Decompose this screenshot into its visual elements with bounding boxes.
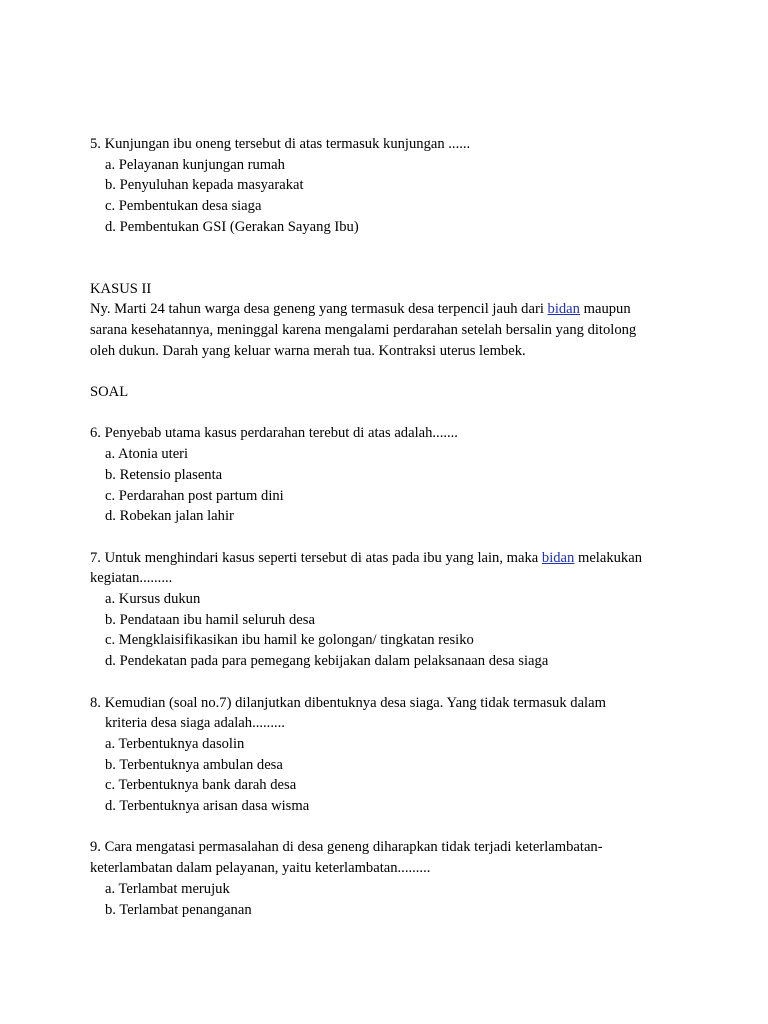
question-8-line-1: 8. Kemudian (soal no.7) dilanjutkan dibentuknya desa siaga. Yang tidak termasuk dalam	[90, 694, 606, 711]
spacer	[90, 527, 690, 548]
bidan-link[interactable]: bidan	[547, 301, 580, 318]
question-5-option-a: a. Pelayanan kunjungan rumah	[105, 156, 285, 173]
question-7-option-a: a. Kursus dukun	[105, 591, 201, 608]
spacer	[90, 361, 690, 382]
case-2-line-1-end: maupun	[579, 301, 631, 318]
question-9-line-1: 9. Cara mengatasi permasalahan di desa geneng diharapkan tidak terjadi keterlambatan-	[90, 839, 603, 856]
question-8-option-b: b. Terbentuknya ambulan desa	[105, 756, 283, 773]
case-2-heading: KASUS II	[90, 280, 152, 297]
question-5-option-d: d. Pembentukan GSI (Gerakan Sayang Ibu)	[105, 218, 359, 235]
question-8-option-d: d. Terbentuknya arisan dasa wisma	[105, 798, 310, 815]
case-2-line-1	[90, 299, 690, 320]
question-6-option-a: a. Atonia uteri	[105, 446, 189, 463]
question-9-option-a: a. Terlambat merujuk	[105, 880, 230, 897]
question-8-option-a: a. Terbentuknya dasolin	[105, 735, 245, 752]
case-2-line-3: oleh dukun. Darah yang keluar warna merah tua. Kontraksi uterus lembek.	[90, 342, 526, 359]
question-7-line-1-start: 7. Untuk menghindari kasus seperti tersebut di atas pada ibu yang lain, maka	[90, 549, 542, 566]
document-page	[90, 134, 690, 920]
question-7-line-2: kegiatan.........	[90, 570, 173, 587]
spacer	[90, 672, 690, 693]
spacer	[90, 238, 690, 279]
question-5-option-c: c. Pembentukan desa siaga	[105, 198, 262, 215]
question-6-option-b: b. Retensio plasenta	[105, 466, 223, 483]
question-6-option-d: d. Robekan jalan lahir	[105, 508, 234, 525]
question-7-line-1	[90, 548, 690, 569]
question-7-option-b: b. Pendataan ibu hamil seluruh desa	[105, 611, 315, 628]
case-2-line-1-start: Ny. Marti 24 tahun warga desa geneng yang termasuk desa terpencil jauh dari	[90, 301, 548, 318]
soal-heading: SOAL	[90, 384, 129, 401]
question-9-option-b: b. Terlambat penanganan	[105, 901, 252, 918]
case-2-line-2: sarana kesehatannya, meninggal karena mengalami perdarahan setelah bersalin yang ditolong	[90, 321, 637, 338]
question-6-option-c: c. Perdarahan post partum dini	[105, 487, 284, 504]
bidan-link[interactable]: bidan	[541, 549, 575, 566]
question-5-text: 5. Kunjungan ibu oneng tersebut di atas termasuk kunjungan ......	[90, 136, 471, 152]
question-6-text: 6. Penyebab utama kasus perdarahan terebut di atas adalah.......	[90, 425, 458, 442]
question-5-option-b: b. Penyuluhan kepada masyarakat	[105, 177, 304, 194]
question-8-option-c: c. Terbentuknya bank darah desa	[105, 777, 297, 794]
question-8-line-2: kriteria desa siaga adalah.........	[105, 715, 285, 732]
question-7-option-d: d. Pendekatan pada para pemegang kebijakan dalam pelaksanaan desa siaga	[105, 653, 549, 670]
question-9-line-2: keterlambatan dalam pelayanan, yaitu keterlambatan.........	[90, 860, 431, 877]
question-7-option-c: c. Mengklaisifikasikan ibu hamil ke golongan/ tingkatan resiko	[105, 632, 474, 649]
spacer	[90, 817, 690, 838]
question-7-line-1-end: melakukan	[574, 549, 643, 566]
spacer	[90, 403, 690, 424]
